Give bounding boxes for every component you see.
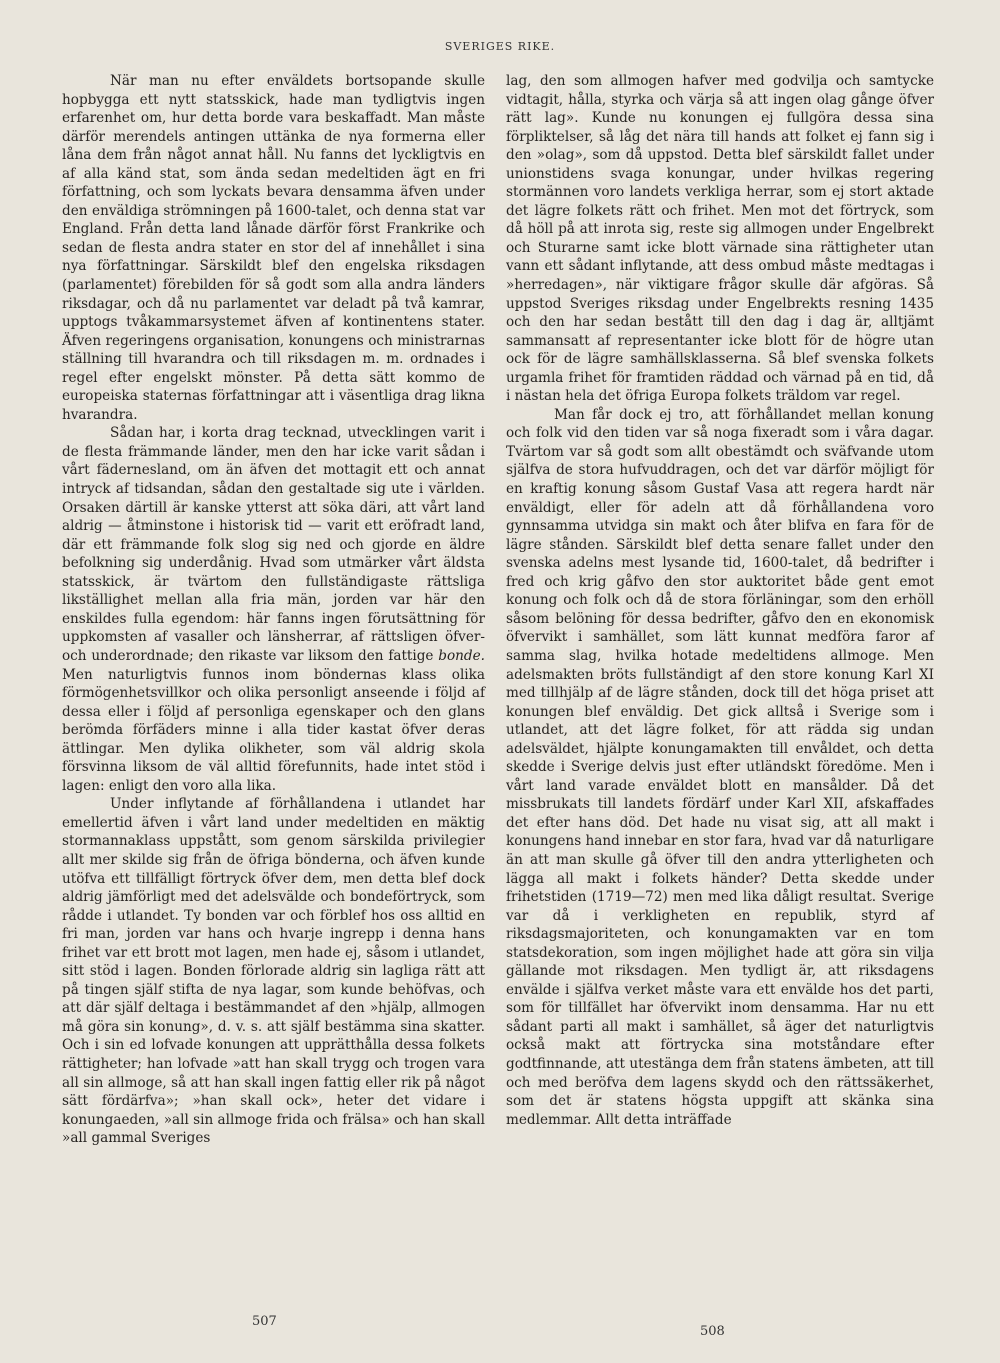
paragraph: Man får dock ej tro, att förhållandet mellan konung och folk vid den tiden var så noga fixeradt som i våra dagar. Tvärtom var så godt som allt obestämdt och sväfvande utom själfva de stora hufvuddragen, och det var därför möjligt för en kraftig konung såsom Gustaf Vasa att regera hardt när enväldigt, eller för adeln att då förhållandena voro gynnsamma utvidga sin makt och åter blifva en fara för de lägre stånden. Särskildt blef detta senare fallet under den svenska adelns mest lysande tid, 1600-talet, då bedrifter i fred och krig gåfvo den stor auktoritet både gent emot konung och folk och då de stora förläningar, som den erhöll såsom belöning för dessa bedrifter, gåfvo den en ekonomisk öfvervikt i samhället, som lätt kunnat medföra faror af samma slag, hvilka hotade medeltidens allmoge. Men adelsmakten bröts fullständigt af den store konung Karl XI med tillhjälp af de lägre stånden, dock till det höga priset att konungen blef enväldig. Det gick alltså i Sverige som i utlandet, att det lägre folket, för att rädda sig undan adelsväldet, hjälpte konungamakten till envåldet, och detta skedde i Sverige delvis just efter utländskt föredöme. Men i vårt land varade enväldet blott en mansålder. Då det missbrukats till landets fördärf under Karl XII, afskaffades det efter hans död. Det hade nu visat sig, att all makt i konungens hand innebar en stor fara, hvad var då naturligare än att man skulle gå öfver till den andra ytterligheten och lägga all makt i folkets händer? Detta skedde under frihetstiden (1719—72) men med lika dåligt resultat. Sverige var då i verkligheten en republik, styrd af riksdagsmajoriteten, och konungamakten var en tom statsdekoration, som ingen möjlighet hade att göra sin vilja gällande mot riksdagen. Men tydligt är, att riksdagens envälde i själfva verket måste vara ett envälde hos det parti, som för tillfället har öfvervikt inom densamma. Har nu ett sådant parti all makt i samhället, så äger det naturligtvis också makt att förtrycka sina motståndare efter godtfinnande, att utestänga dem från statens ämbeten, att till och med beröfva dem lagens skydd och den rättssäkerhet, som det är statens högsta uppgift att skänka sina medlemmar. Allt detta inträffade	[506, 406, 934, 1128]
running-header: SVERIGES RIKE.	[444, 40, 556, 53]
left-column	[62, 72, 485, 1148]
paragraph: Under inflytande af förhållandena i utlandet har emellertid äfven i vårt land under medeltiden en mäktig stormannaklass uppstått, som genom särskilda privilegier allt mer skilde sig från de öfriga bönderna, och äfven kunde utöfva ett tillfälligt förtryck öfver dem, men detta blef dock aldrig jämförligt med det adelsvälde och bondeförtryck, som rådde i utlandet. Ty bonden var och förblef hos oss alltid en fri man, jorden var hans och hvarje ingrepp i denna hans frihet var ett brott mot lagen, men hade ej, såsom i utlandet, sitt stöd i lagen. Bonden förlorade aldrig sin lagliga rätt att på tingen själf stifta de nya lagar, som kunde behöfvas, och att där själf deltaga i bestämmandet af den »hjälp, allmogen må göra sin konung», d. v. s. att själf bestämma sina skatter. Och i sin ed lofvade konungen att upprätthålla dessa folkets rättigheter; han lofvade »att han skall trygg och trogen vara all sin allmoge, så att han skall ingen fattig eller rik på något sätt fördärfva»; »han skall ock», heter det vidare i konungaeden, »all sin allmoge frida och frälsa» och han skall »all gammal Sveriges	[62, 796, 485, 1147]
emphasis-word: bonde.	[438, 647, 485, 664]
paragraph: När man nu efter enväldets bortsopande skulle hopbygga ett nytt statsskick, hade man tydligtvis ingen erfarenhet om, hur detta borde vara beskaffadt. Man måste därför merendels antingen uttänka de nya formerna eller låna dem från något annat håll. Nu fanns det lyckligtvis en af alla känd stat, som ända sedan medeltiden ägt en fri författning, och som lyckats bevara densamma äfven under den enväldiga strömningen på 1600-talet, och denna stat var England. Från detta land lånade därför först Frankrike och sedan de flesta andra stater en stor del af innehållet i sina nya författningar. Särskildt blef den engelska riksdagen (parlamentet) förebilden för så godt som alla andra länders riksdagar, och då nu parlamentet var deladt på två kamrar, upptogs tvåkammarsystemet äfven af kontinentens stater. Äfven regeringens organisation, konungens och ministrarnas ställning till hvarandra och till riksdagen m. m. ordnades i regel efter engelskt mönster. På detta sätt kommo de europeiska staternas författningar att i väsentliga drag likna hvarandra.	[62, 73, 485, 423]
right-column	[506, 72, 934, 1129]
paragraph: lag, den som allmogen hafver med godvilja och samtycke vidtagit, hålla, styrka och värja så att ingen olag gånge öfver rätt lag». Kunde nu konungen ej fullgöra dessa sina förpliktelser, så låg det nära till hands att folket ej fann sig i den »olag», som då uppstod. Detta blef särskildt fallet under unionstidens svaga konungar, under hvilkas regering stormännen voro landets verkliga herrar, som ej stort aktade det lägre folkets rätt och frihet. Men mot det förtryck, som då höll på att inrota sig, reste sig allmogen under Engelbrekt och Sturarne samt icke blott värnade sina rättigheter utan vann ett sådant inflytande, att dess ombud måste medtagas i »herredagen», när viktigare frågor skulle där afgöras. Så uppstod Sveriges riksdag under Engelbrekts resning 1435 och den har sedan bestått till den dag i dag är, alltjämt sammansatt af representanter icke blott för de högre utan ock för de lägre samhällsklasserna. Så blef svenska folkets urgamla frihet för framtiden räddad och värnad på en tid, då i nästan hela det öfriga Europa folkets träldom var regel.	[506, 73, 934, 405]
paragraph-with-emphasis	[62, 424, 485, 795]
page-number-right: 508	[700, 1324, 725, 1339]
page-number-left: 507	[252, 1314, 277, 1329]
paragraph-text: Sådan har, i korta drag tecknad, utvecklingen varit i de flesta främmande länder, men den har icke varit sådan i vårt fädernesland, om än äfven det mottagit ett och annat intryck af tidsandan, sådan den gestaltade sig ute i världen. Orsaken därtill är kanske ytterst att söka däri, att vårt land aldrig — åtminstone i historisk tid — varit ett eröfradt land, där ett främmande folk slog sig ned och gjorde en äldre befolkning sig underdånig. Hvad som utmärker vårt äldsta statsskick, är tvärtom den fullständigaste rättsliga likställighet mellan alla fria män, jorden var här den enskildes fulla egendom: här fanns ingen förutsättning för uppkomsten af vasaller och länsherrar, af rättsligen öfver- och underordnade; den rikaste var liksom den fattige	[62, 425, 485, 664]
paragraph-text-tail: Men naturligtvis funnos inom böndernas klass olika förmögenhetsvillkor och olika personligt anseende i följd af dessa eller i följd af personliga egenskaper och den glans berömda förfäders minne i alla tider kastat öfver deras ättlingar. Men dylika olikheter, som väl aldrig skola försvinna liksom de väl alltid förefunnits, hade intet stöd i lagen: enligt den voro alla lika.	[62, 666, 485, 794]
